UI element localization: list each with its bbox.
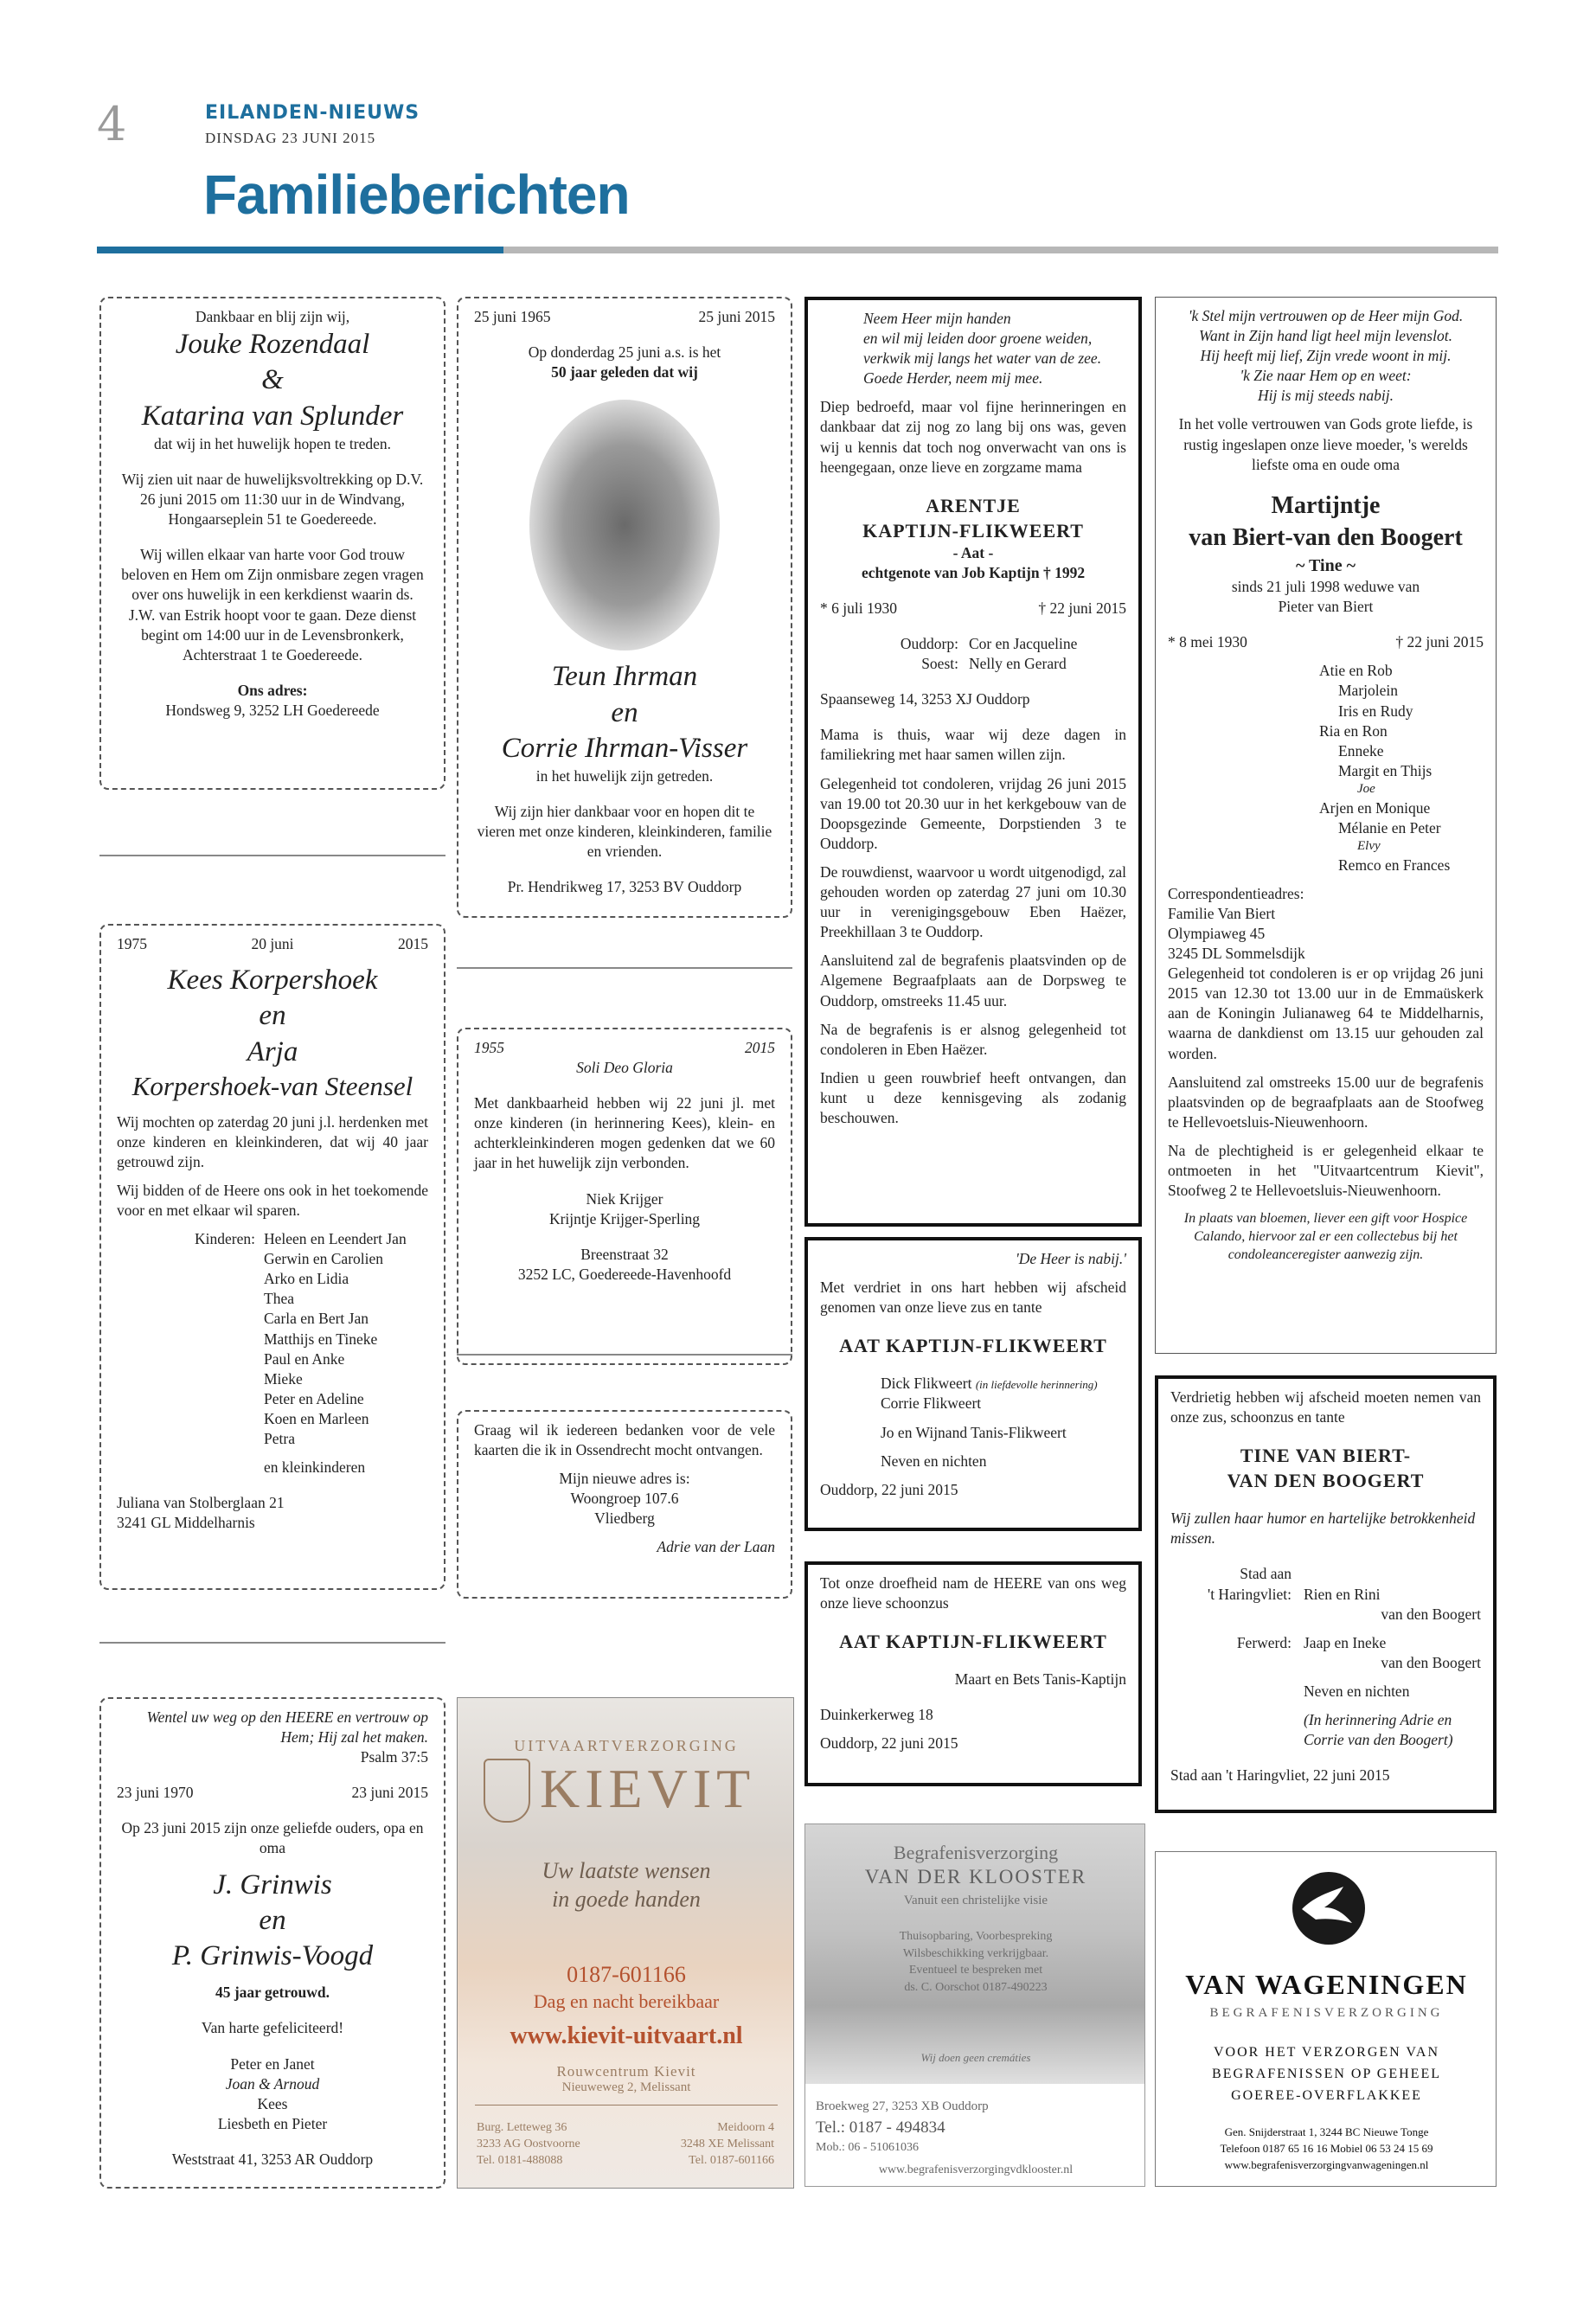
year-start: 1955 (474, 1039, 504, 1056)
header-rule (503, 247, 1498, 253)
signer-1: Dick Flikweert (881, 1375, 972, 1393)
ad-title-2: VAN DER KLOOSTER (864, 1866, 1087, 1888)
announcement-text: In het volle vertrouwen van Gods grote liefde, is rustig ingeslapen onze lieve moeder, 's werelds liefste oma en oude oma (1178, 415, 1473, 473)
family-member: Joe (1357, 781, 1375, 796)
husband-name: Teun Ihrman (551, 661, 698, 693)
ad-divider (475, 2105, 778, 2106)
church-service-text: Wij willen elkaar van harte voor God trouw beloven en Hem om Zijn onmisbare zegen vragen over ons huwelijk in een kerkdienst waarin ds. J.W. van Estrik hoopt voor te gaan. Deze dienst begint om 14:00 uur in de Levensbronkerk, Achterstraat 1 te Goedereede. (121, 546, 424, 663)
and-word: en (259, 1904, 286, 1936)
ad-address-left-1: Burg. Letteweg 36 (477, 2121, 567, 2134)
ad-service-3: Eventueel te bespreken met (908, 1964, 1043, 1977)
ad-service-4: ds. C. Oorschot 0187-490223 (904, 1980, 1048, 1994)
year-end: 2015 (745, 1039, 775, 1056)
verse-line: Want in Zijn hand ligt heel mijn levenslot. (1199, 327, 1452, 345)
prayer-text: Wij bidden of de Heere ons ook in het toekomende voor en met elkaar wil sparen. (117, 1181, 428, 1219)
family-member: Enneke (1338, 741, 1384, 760)
ad-text-1: VOOR HET VERZORGEN VAN (1213, 2045, 1440, 2060)
ad-text-3: GOEREE-OVERFLAKKEE (1231, 2087, 1422, 2103)
page-number: 4 (97, 97, 127, 151)
husband-name: Niek Krijger (586, 1189, 663, 1208)
verse-line: 'k Zie naar Hem op en weet: (1240, 367, 1412, 385)
family-list (820, 634, 1126, 674)
grandchildren-line: en kleinkinderen (264, 1458, 366, 1477)
names-2b: van den Boogert (1381, 1653, 1481, 1671)
new-address-label: Mijn nieuwe adres is: (559, 1470, 690, 1488)
anniversary-text: Met dankbaarheid hebben wij 22 juni jl. met onze kinderen (in herinnering Kees), klein- en achterkleinkinderen mogen gedenken dat we 60 jaar in het huwelijk zijn verbonden. (474, 1094, 775, 1172)
ad-website[interactable]: www.begrafenisverzorgingvdklooster.nl (878, 2163, 1074, 2176)
birth-date: * 8 mei 1930 (1168, 633, 1247, 651)
memory-text: Wij zullen haar humor en hartelijke betrokkenheid missen. (1170, 1509, 1476, 1548)
section-title: Familieberichten (203, 163, 630, 226)
motto: Soli Deo Gloria (576, 1059, 673, 1077)
marriage-line: in het huwelijk zijn getreden. (535, 767, 714, 785)
verse-line: 'k Stel mijn vertrouwen op de Heer mijn God. (1188, 307, 1464, 324)
van-wageningen-advertisement (1155, 1851, 1497, 2187)
address-label: Ons adres: (237, 681, 308, 699)
wife-name: Krijntje Krijger-Sperling (548, 1209, 701, 1227)
in-memory: (In herinnering Adrie en Corrie van den Boogert) (1304, 1711, 1453, 1749)
address: Duinkerkerweg 18 (820, 1706, 933, 1724)
ceremony-text: Wij zien uit naar de huwelijksvoltrekking op D.V. 26 juni 2015 om 11:30 uur in de Windvang, Hongaarseplein 51 te Goedereede. (121, 470, 424, 529)
condolence-text: Gelegenheid tot condoleren, vrijdag 26 juni 2015 van 19.00 tot 20.30 uur in het kerkgebouw van de Doopsgezinde Gemeente, Dorpstienden 3 te Ouddorp. (820, 774, 1126, 852)
verse-line: Neem Heer mijn handen (863, 310, 1011, 327)
child-name: Thea (264, 1290, 294, 1308)
child-name: Paul en Anke (264, 1349, 345, 1368)
death-date: † 22 juni 2015 (1038, 599, 1126, 617)
ad-brand: VAN WAGENINGEN (1185, 1969, 1468, 2000)
ad-availability: Dag en nacht bereikbaar (533, 1990, 720, 2012)
ad-brand: KIEVIT (540, 1758, 756, 1819)
child-name: Koen en Marleen (264, 1409, 369, 1427)
spouse-line: echtgenote van Job Kaptijn † 1992 (861, 563, 1086, 581)
husband-name: Kees Korpershoek (167, 965, 378, 997)
child-name: Petra (264, 1430, 295, 1447)
ad-phone: Tel.: 0187 - 494834 (816, 2118, 945, 2137)
anniversary-40-announcement (99, 924, 445, 1590)
verse-line: en wil mij leiden door groene weiden, (863, 330, 1093, 348)
death-notice-martijntje (1155, 297, 1497, 1354)
announcement-text: Verdrietig hebben wij afscheid moeten nemen van onze zus, schoonzus en tante (1170, 1388, 1481, 1426)
verse-line: verkwik mij langs het water van de zee. (863, 349, 1102, 368)
place-date: Ouddorp, 22 juni 2015 (820, 1480, 958, 1498)
intro-text: Op 23 juni 2015 zijn onze geliefde ouders, opa en oma (121, 1819, 424, 1857)
deceased-name-1: TINE VAN BIERT- (1240, 1445, 1412, 1467)
divider (99, 855, 445, 856)
quote: 'De Heer is nabij.' (1015, 1250, 1126, 1267)
ad-address-left-3: Tel. 0181-488088 (477, 2153, 563, 2167)
address-line-1: Woongroep 107.6 (570, 1490, 679, 1508)
years-text: 50 jaar geleden dat wij (551, 363, 698, 381)
header-rule-accent (97, 247, 503, 253)
death-date: † 22 juni 2015 (1395, 633, 1484, 651)
ampersand: & (261, 364, 284, 396)
address-line-2: 3252 LC, Goedereede-Havenhoofd (517, 1265, 732, 1283)
signer-4: Neven en nichten (881, 1452, 987, 1470)
deceased-first-name: Martijntje (1271, 491, 1381, 519)
anniversary-60-announcement (457, 1028, 792, 1365)
correspondence-line-3: 3245 DL Sommelsdijk (1168, 945, 1305, 963)
names-1b: van den Boogert (1381, 1605, 1481, 1623)
verse (1168, 306, 1484, 406)
family-member: Elvy (1357, 838, 1381, 853)
address: Pr. Hendrikweg 17, 3253 BV Ouddorp (507, 878, 742, 896)
notice-text: Indien u geen rouwbrief heeft ontvangen, dan kunt u deze kennisgeving als zodanig beschouwen. (820, 1068, 1126, 1126)
verse-reference: Psalm 37:5 (360, 1748, 428, 1766)
wedding-photo (529, 400, 720, 651)
widow-line-1: sinds 21 juli 1998 weduwe van (1231, 578, 1420, 596)
deceased-surname: van Biert-van den Boogert (1189, 523, 1463, 551)
anniversary-50-announcement (457, 297, 792, 918)
address-line-1: Breenstraat 32 (580, 1245, 669, 1263)
family-row (820, 654, 1126, 674)
after-burial-text: Na de begrafenis is er alsnog gelegenheid tot condoleren in Eben Haëzer. (820, 1020, 1126, 1058)
wedding-announcement (99, 297, 445, 790)
ad-address: Broekweg 27, 3253 XB Ouddorp (816, 2099, 989, 2113)
date-start: 25 juni 1965 (474, 308, 551, 325)
signer-name: Peter en Janet (230, 2054, 315, 2073)
death-notice-aat-2 (804, 1561, 1142, 1786)
ad-phone: 0187-601166 (567, 1962, 686, 1987)
ad-note: Wij doen geen cremáties (920, 2051, 1031, 2064)
address-line-2: 3241 GL Middelharnis (117, 1514, 255, 1532)
family-member: Mélanie en Peter (1338, 818, 1441, 836)
child-name: Gerwin en Carolien (264, 1250, 384, 1268)
ad-website[interactable]: www.kievit-uitvaart.nl (510, 2022, 743, 2049)
ad-text-2: BEGRAFENISSEN OP GEHEEL (1212, 2066, 1441, 2081)
correspondence-line-2: Olympiaweg 45 (1168, 924, 1266, 942)
dove-logo-icon (1290, 1869, 1368, 1947)
deceased-name-2: VAN DEN BOOGERT (1227, 1470, 1425, 1492)
ad-slogan-2: in goede handen (552, 1887, 701, 1912)
family-member: Marjolein (1338, 682, 1399, 700)
divider (457, 1354, 792, 1356)
place-date: Ouddorp, 22 juni 2015 (820, 1734, 958, 1753)
signer-2: Corrie Flikweert (881, 1394, 982, 1413)
issue-date: DINSDAG 23 JUNI 2015 (205, 130, 376, 146)
ad-rouwcentrum: Rouwcentrum Kievit (556, 2063, 696, 2080)
ad-service-1: Thuisopbaring, Voorbespreking (899, 1930, 1053, 1943)
donation-text: In plaats van bloemen, liever een gift voor Hospice Calando, hiervoor zal er een collectebus bij het condoleanceregister aanwezig zijn. (1183, 1211, 1468, 1263)
child-name: Arko en Lidia (264, 1270, 349, 1288)
family-member: Iris en Rudy (1338, 702, 1413, 720)
death-notice-arentje (804, 297, 1142, 1227)
family-member: Arjen en Monique (1319, 798, 1431, 817)
ad-website[interactable]: www.begrafenisverzorgingvanwageningen.nl (1224, 2157, 1429, 2171)
address-line-2: Vliedberg (594, 1509, 655, 1528)
announcement-text: Met verdriet in ons hart hebben wij afscheid genomen van onze lieve zus en tante (820, 1279, 1126, 1317)
signer-name: Kees (257, 2094, 288, 2112)
ad-address-left-2: 3233 AG Oostvoorne (477, 2137, 580, 2150)
ad-slogan-1: Uw laatste wensen (542, 1858, 711, 1883)
wife-name: P. Grinwis-Voogd (171, 1940, 374, 1972)
year-end: 2015 (397, 935, 428, 952)
family-names: Cor en Jacqueline (969, 635, 1078, 653)
ad-title-1: Begrafenisverzorging (893, 1842, 1059, 1863)
thank-you-notice (457, 1410, 792, 1599)
nickname: - Aat - (952, 543, 994, 561)
child-name: Mieke (264, 1369, 303, 1388)
ad-subtitle: BEGRAFENISVERZORGING (1209, 2006, 1444, 2020)
burial-text: Aansluitend zal de begrafenis plaatsvinden op de Algemene Begraafplaats aan de Dorpsweg te Ouddorp, omstreeks 11.45 uur. (820, 952, 1126, 1009)
bride-name: Katarina van Splunder (141, 400, 404, 432)
widow-line-2: Pieter van Biert (1278, 598, 1374, 616)
celebration-text: Wij zijn hier dankbaar voor en hopen dit te vieren met onze kinderen, kleinkinderen, familie en vrienden. (477, 803, 772, 861)
signers-list (117, 2054, 428, 2134)
signer-name: Joan & Arnoud (225, 2074, 320, 2093)
wife-first-name: Arja (247, 1035, 298, 1067)
ad-kicker: UITVAARTVERZORGING (514, 1737, 739, 1754)
intro-text: Dankbaar en blij zijn wij, (195, 308, 350, 325)
anniversary-text: Wij mochten op zaterdag 20 juni j.l. herdenken met onze kinderen en kleinkinderen, dat wij 40 jaar getrouwd zijn. (117, 1112, 428, 1170)
place-2: Ferwerd: (1236, 1633, 1292, 1651)
burial-text: Aansluitend zal omstreeks 15.00 uur de begrafenis plaatsvinden op de begraafplaats aan de Stoofweg te Hellevoetsluis-Nieuwenhoorn. (1168, 1073, 1484, 1131)
correspondence-line-1: Familie Van Biert (1168, 904, 1276, 922)
ad-tagline: Vanuit een christelijke visie (903, 1894, 1048, 1907)
year-start: 1975 (117, 935, 147, 952)
family-names: Nelly en Gerard (969, 655, 1067, 673)
intro-text: Op donderdag 25 juni a.s. is het (528, 343, 721, 362)
condolence-text: Gelegenheid tot condoleren is er op vrijdag 26 juni 2015 van 12.30 tot 13.00 uur in de Emmaüskerk aan de Koningin Julianaweg 64 te Middelharnis, waarna de dankdienst om 13.15 uur gehouden zal worden. (1168, 965, 1484, 1062)
ad-phone: Telefoon 0187 65 16 16 Mobiel 06 53 24 15 69 (1220, 2141, 1433, 2155)
masthead-logo: EILANDEN-NIEUWS (205, 102, 420, 124)
anniversary-date: 20 juni (251, 935, 294, 952)
child-name: Carla en Bert Jan (264, 1310, 369, 1328)
family-place: Ouddorp: (900, 635, 958, 653)
death-notice-aat-1 (804, 1237, 1142, 1531)
groom-name: Jouke Rozendaal (175, 329, 370, 361)
announcement-text: Tot onze droefheid nam de HEERE van ons weg onze lieve schoonzus (820, 1574, 1126, 1612)
ad-mobile: Mob.: 06 - 51061036 (816, 2141, 919, 2154)
family-member: Margit en Thijs (1338, 761, 1433, 779)
address: Weststraat 41, 3253 AR Ouddorp (171, 2150, 374, 2168)
family-list (1168, 661, 1484, 875)
divider (99, 1642, 445, 1644)
child-name: Matthijs en Tineke (264, 1330, 378, 1348)
crest-icon (484, 1759, 530, 1823)
memory-note: (in liefdevolle herinnering) (975, 1378, 1098, 1392)
family-member: Atie en Rob (1319, 662, 1393, 680)
deceased-surname: KAPTIJN-FLIKWEERT (862, 519, 1084, 542)
place-1-line-2: 't Haringvliet: (1208, 1585, 1292, 1603)
verse (820, 309, 1126, 388)
deceased-name: AAT KAPTIJN-FLIKWEERT (839, 1631, 1107, 1653)
home-text: Mama is thuis, waar wij deze dagen in familiekring met haar samen willen zijn. (820, 726, 1126, 764)
van-der-klooster-advertisement (804, 1823, 1145, 2187)
nephews-nieces: Neven en nichten (1304, 1682, 1410, 1700)
ad-service-2: Wilsbeschikking verkrijgbaar. (902, 1946, 1049, 1960)
verse-line: Goede Herder, neem mij mee. (863, 369, 1043, 388)
place-date: Stad aan 't Haringvliet, 22 juni 2015 (1170, 1766, 1390, 1785)
deceased-name: AAT KAPTIJN-FLIKWEERT (839, 1335, 1107, 1357)
family-member: Remco en Frances (1338, 856, 1451, 874)
kievit-advertisement (457, 1697, 794, 2189)
family-place: Soest: (921, 655, 958, 673)
announcement-text: Diep bedroefd, maar vol fijne herinneringen en dankbaar dat zij nog zo lang bij ons was, geven wij u kennis dat toch nog onverwacht van ons is heengegaan, onze lieve en zorgzame mama (820, 398, 1126, 476)
children-label: Kinderen: (195, 1230, 255, 1248)
child-name: Heleen en Leendert Jan (264, 1230, 407, 1248)
nickname: ~ Tine ~ (1296, 555, 1356, 575)
children-list (264, 1229, 407, 1449)
place-1-line-1: Stad aan (1240, 1565, 1292, 1583)
correspondence-label: Correspondentieadres: (1168, 884, 1304, 902)
years-married: 45 jaar getrouwd. (215, 1984, 330, 2002)
wedding-line: dat wij in het huwelijk hopen te treden. (153, 434, 392, 452)
anniversary-45-announcement (99, 1697, 445, 2189)
husband-name: J. Grinwis (213, 1868, 332, 1900)
and-word: en (259, 1000, 286, 1032)
names-1a: Rien en Rini (1304, 1585, 1381, 1603)
signer-name: Liesbeth en Pieter (217, 2114, 328, 2132)
signer: Maart en Bets Tanis-Kaptijn (954, 1670, 1126, 1689)
address: Spaanseweg 14, 3253 XJ Ouddorp (820, 690, 1030, 708)
deceased-first-name: ARENTJE (926, 494, 1021, 516)
ad-address-right-2: 3248 XE Melissant (680, 2137, 774, 2150)
ad-address: Gen. Snijderstraat 1, 3244 BC Nieuwe Tonge (1224, 2125, 1429, 2138)
child-name: Peter en Adeline (264, 1389, 364, 1407)
signature: Adrie van der Laan (657, 1538, 775, 1556)
family-row (820, 634, 1126, 654)
verse-line: Hij heeft mij lief, Zijn vrede woont in mij. (1200, 347, 1452, 365)
divider (457, 967, 792, 969)
family-member: Ria en Ron (1319, 721, 1388, 740)
service-text: De rouwdienst, waarvoor u wordt uitgenodigd, zal gehouden worden op zaterdag 27 juni om 10.30 uur in verenigingsgebouw Eben Haëzer, Preekhillaan 3 te Ouddorp. (820, 862, 1126, 941)
wife-name: Corrie Ihrman-Visser (501, 732, 748, 764)
date-start: 23 juni 1970 (117, 1784, 194, 1802)
and-word: en (611, 696, 638, 728)
bible-verse: Wentel uw weg op den HEERE en vertrouw op Hem; Hij zal het maken. (146, 1708, 428, 1747)
ad-address-right-1: Meidoorn 4 (717, 2121, 774, 2134)
date-end: 25 juni 2015 (698, 308, 775, 325)
congrats-text: Van harte gefeliciteerd! (201, 2019, 344, 2037)
names-2a: Jaap en Ineke (1304, 1633, 1387, 1651)
address: Hondsweg 9, 3252 LH Goedereede (165, 701, 380, 719)
death-notice-tine (1155, 1375, 1497, 1813)
meeting-text: Na de plechtigheid is er gelegenheid elkaar te ontmoeten in het "Uitvaartcentrum Kievit", Stoofweg 2 te Hellevoetsluis-Nieuwenhoorn. (1168, 1141, 1484, 1200)
birth-date: * 6 juli 1930 (820, 599, 897, 617)
address-line-1: Juliana van Stolberglaan 21 (117, 1494, 285, 1512)
date-end: 23 juni 2015 (351, 1784, 428, 1802)
thanks-text: Graag wil ik iedereen bedanken voor de vele kaarten die ik in Ossendrecht mocht ontvangen. (474, 1421, 775, 1459)
ad-address-right-3: Tel. 0187-601166 (689, 2153, 774, 2167)
ad-rouwcentrum-address: Nieuweweg 2, Melissant (561, 2080, 691, 2094)
wife-full-name: Korpershoek-van Steensel (131, 1070, 413, 1101)
signer-3: Jo en Wijnand Tanis-Flikweert (881, 1423, 1067, 1441)
verse-line: Hij is mij steeds nabij. (1257, 387, 1394, 405)
